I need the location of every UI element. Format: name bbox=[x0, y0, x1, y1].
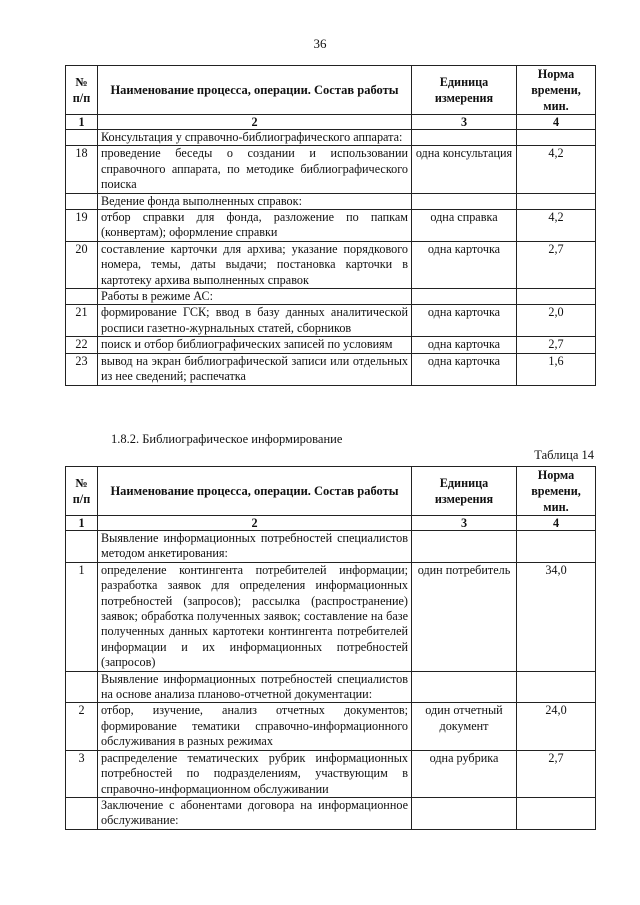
operation-description: составление карточки для архива; указание порядкового номера, темы, даты выдачи; постановка карточки в картотеку архива выполненных справок bbox=[98, 241, 412, 288]
col-number-4: 4 bbox=[517, 115, 596, 130]
table-row bbox=[66, 305, 596, 337]
norm-cell: 2,7 bbox=[517, 750, 596, 797]
row-number: 20 bbox=[66, 241, 98, 288]
table-caption: Таблица 14 bbox=[534, 448, 594, 462]
norm-cell bbox=[517, 797, 596, 829]
col-norm-header: Норма времени, мин. bbox=[517, 467, 596, 516]
row-number: 18 bbox=[66, 146, 98, 193]
operation-description: отбор, изучение, анализ отчетных документов; формирование тематики справочно-информационного обслуживания в разных режимах bbox=[98, 703, 412, 750]
row-number bbox=[66, 671, 98, 703]
col-name-header: Наименование процесса, операции. Состав работы bbox=[98, 467, 412, 516]
norm-cell bbox=[517, 289, 596, 305]
row-number: 23 bbox=[66, 353, 98, 385]
unit-cell: одна консультация bbox=[412, 146, 517, 193]
row-number: 2 bbox=[66, 703, 98, 750]
unit-cell bbox=[412, 130, 517, 146]
row-number: 19 bbox=[66, 210, 98, 242]
norm-cell bbox=[517, 193, 596, 209]
col-number-2: 2 bbox=[98, 516, 412, 531]
row-number: 22 bbox=[66, 337, 98, 353]
table-row bbox=[66, 337, 596, 353]
unit-cell bbox=[412, 193, 517, 209]
table-row bbox=[66, 750, 596, 797]
col-number-1: 1 bbox=[66, 516, 98, 531]
norm-cell: 24,0 bbox=[517, 703, 596, 750]
norm-cell: 2,7 bbox=[517, 241, 596, 288]
operation-description: распределение тематических рубрик информационных потребностей по подразделениям, участвующим в справочно-информационном обслуживании bbox=[98, 750, 412, 797]
col-unit-header: Единица измерения bbox=[412, 66, 517, 115]
col-number-3: 3 bbox=[412, 115, 517, 130]
col-unit-header: Единица измерения bbox=[412, 467, 517, 516]
operation-description: поиск и отбор библиографических записей по условиям bbox=[98, 337, 412, 353]
group-title: Выявление информационных потребностей специалистов методом анкетирования: bbox=[98, 531, 412, 563]
column-number-row bbox=[66, 516, 596, 531]
norm-cell: 4,2 bbox=[517, 146, 596, 193]
norm-cell: 1,6 bbox=[517, 353, 596, 385]
group-title: Выявление информационных потребностей специалистов на основе анализа планово-отчетной документации: bbox=[98, 671, 412, 703]
unit-cell bbox=[412, 531, 517, 563]
table-row bbox=[66, 146, 596, 193]
unit-cell: одна карточка bbox=[412, 337, 517, 353]
col-number-3: 3 bbox=[412, 516, 517, 531]
unit-cell: одна карточка bbox=[412, 241, 517, 288]
table-row bbox=[66, 703, 596, 750]
col-name-header: Наименование процесса, операции. Состав работы bbox=[98, 66, 412, 115]
table-row bbox=[66, 353, 596, 385]
row-number: 21 bbox=[66, 305, 98, 337]
norms-table-continued bbox=[65, 65, 596, 386]
operation-description: формирование ГСК; ввод в базу данных аналитической росписи газетно-журнальных статей, сборников bbox=[98, 305, 412, 337]
col-no-header: № п/п bbox=[66, 66, 98, 115]
table-header-row bbox=[66, 467, 596, 516]
norm-cell bbox=[517, 671, 596, 703]
norm-cell bbox=[517, 531, 596, 563]
unit-cell: одна справка bbox=[412, 210, 517, 242]
group-title: Работы в режиме АС: bbox=[98, 289, 412, 305]
row-number bbox=[66, 797, 98, 829]
operation-description: вывод на экран библиографической записи или отдельных из нее сведений; распечатка bbox=[98, 353, 412, 385]
col-norm-header: Норма времени, мин. bbox=[517, 66, 596, 115]
group-row bbox=[66, 130, 596, 146]
unit-cell: одна карточка bbox=[412, 353, 517, 385]
table-row bbox=[66, 210, 596, 242]
row-number bbox=[66, 130, 98, 146]
group-title: Консультация у справочно-библиографического аппарата: bbox=[98, 130, 412, 146]
group-row bbox=[66, 797, 596, 829]
group-row bbox=[66, 193, 596, 209]
unit-cell: один потребитель bbox=[412, 562, 517, 671]
operation-description: проведение беседы о создании и использовании справочного аппарата, по методике библиографического поиска bbox=[98, 146, 412, 193]
table-row bbox=[66, 241, 596, 288]
table-header-row bbox=[66, 66, 596, 115]
operation-description: определение контингента потребителей информации; разработка заявок для определения информационных потребностей (запросов); рассылка (распространение) заявок; обработка полученных заявок; составление на базе полученных данных картотеки контингента потребителей информации и их информационных потребностей (запросов) bbox=[98, 562, 412, 671]
norms-table-14 bbox=[65, 466, 596, 830]
unit-cell: один отчетный документ bbox=[412, 703, 517, 750]
col-number-4: 4 bbox=[517, 516, 596, 531]
operation-description: отбор справки для фонда, разложение по папкам (конвертам); оформление справки bbox=[98, 210, 412, 242]
col-no-header: № п/п bbox=[66, 467, 98, 516]
group-row bbox=[66, 671, 596, 703]
unit-cell: одна карточка bbox=[412, 305, 517, 337]
unit-cell bbox=[412, 289, 517, 305]
group-row bbox=[66, 531, 596, 563]
norm-cell: 34,0 bbox=[517, 562, 596, 671]
group-title: Заключение с абонентами договора на информационное обслуживание: bbox=[98, 797, 412, 829]
column-number-row bbox=[66, 115, 596, 130]
col-number-2: 2 bbox=[98, 115, 412, 130]
group-row bbox=[66, 289, 596, 305]
norm-cell: 4,2 bbox=[517, 210, 596, 242]
unit-cell: одна рубрика bbox=[412, 750, 517, 797]
page-number: 36 bbox=[313, 36, 327, 51]
row-number bbox=[66, 289, 98, 305]
norm-cell: 2,0 bbox=[517, 305, 596, 337]
unit-cell bbox=[412, 797, 517, 829]
row-number: 1 bbox=[66, 562, 98, 671]
row-number: 3 bbox=[66, 750, 98, 797]
table-row bbox=[66, 562, 596, 671]
row-number bbox=[66, 193, 98, 209]
section-title: 1.8.2. Библиографическое информирование bbox=[111, 432, 343, 446]
row-number bbox=[66, 531, 98, 563]
norm-cell bbox=[517, 130, 596, 146]
group-title: Ведение фонда выполненных справок: bbox=[98, 193, 412, 209]
norm-cell: 2,7 bbox=[517, 337, 596, 353]
col-number-1: 1 bbox=[66, 115, 98, 130]
unit-cell bbox=[412, 671, 517, 703]
